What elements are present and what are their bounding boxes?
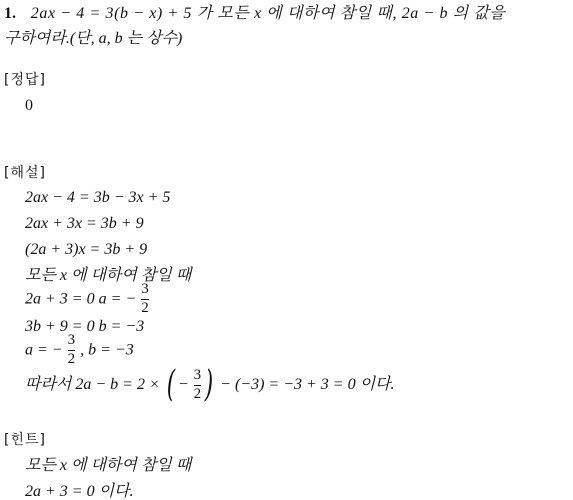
- fraction-three-halves: [141, 282, 149, 317]
- solution-step-5: [25, 282, 150, 317]
- problem-line-1: 2ax − 4 = 3(b − x) + 5 가 모든 x 에 대하여 참일 때, 2a − b 의 값을: [30, 5, 506, 22]
- solution-step-6: 3b + 9 = 0 b = −3: [25, 318, 145, 335]
- problem-line-2: 구하여라.(단, a, b 는 상수): [4, 30, 183, 47]
- solution-header: [해설]: [4, 165, 46, 181]
- solution-step-4: 모든 x 에 대하여 참일 때: [25, 267, 192, 284]
- solution-step-7-right: , b = −3: [80, 341, 134, 359]
- fraction-numerator: 3: [67, 332, 76, 348]
- hint-line-1: 모든 x 에 대하여 참일 때: [25, 457, 192, 474]
- solution-step-8-right: − (−3) = −3 + 3 = 0 이다.: [220, 376, 395, 393]
- fraction-three-halves: [68, 333, 76, 368]
- solution-step-1: 2ax − 4 = 3b − 3x + 5: [25, 189, 171, 206]
- solution-step-8: [25, 364, 395, 405]
- fraction-numerator: 3: [141, 281, 149, 297]
- fraction-three-halves: [194, 368, 202, 403]
- fraction-denominator: 2: [67, 350, 76, 367]
- solution-step-8-left: 따라서 2a − b = 2 ×: [25, 376, 160, 393]
- fraction-denominator: 2: [141, 299, 149, 316]
- fraction-numerator: 3: [193, 366, 202, 383]
- problem-number: 1.: [4, 5, 16, 22]
- solution-step-7: [25, 333, 134, 368]
- solution-step-2: 2ax + 3x = 3b + 9: [25, 215, 144, 232]
- fraction-denominator: 2: [193, 385, 202, 402]
- problem-statement: [4, 6, 505, 22]
- answer-value: 0: [25, 97, 33, 114]
- left-paren-icon: (: [166, 364, 176, 405]
- solution-step-8-inner: −: [177, 376, 189, 393]
- answer-header: [정답]: [4, 72, 46, 88]
- right-paren-icon: ): [204, 364, 214, 405]
- solution-step-3: (2a + 3)x = 3b + 9: [25, 241, 148, 258]
- solution-step-5-left: 2a + 3 = 0 a = −: [25, 290, 137, 308]
- hint-header: [힌트]: [4, 432, 46, 448]
- hint-line-2: 2a + 3 = 0 이다.: [25, 483, 134, 500]
- solution-step-7-left: a = −: [25, 341, 63, 359]
